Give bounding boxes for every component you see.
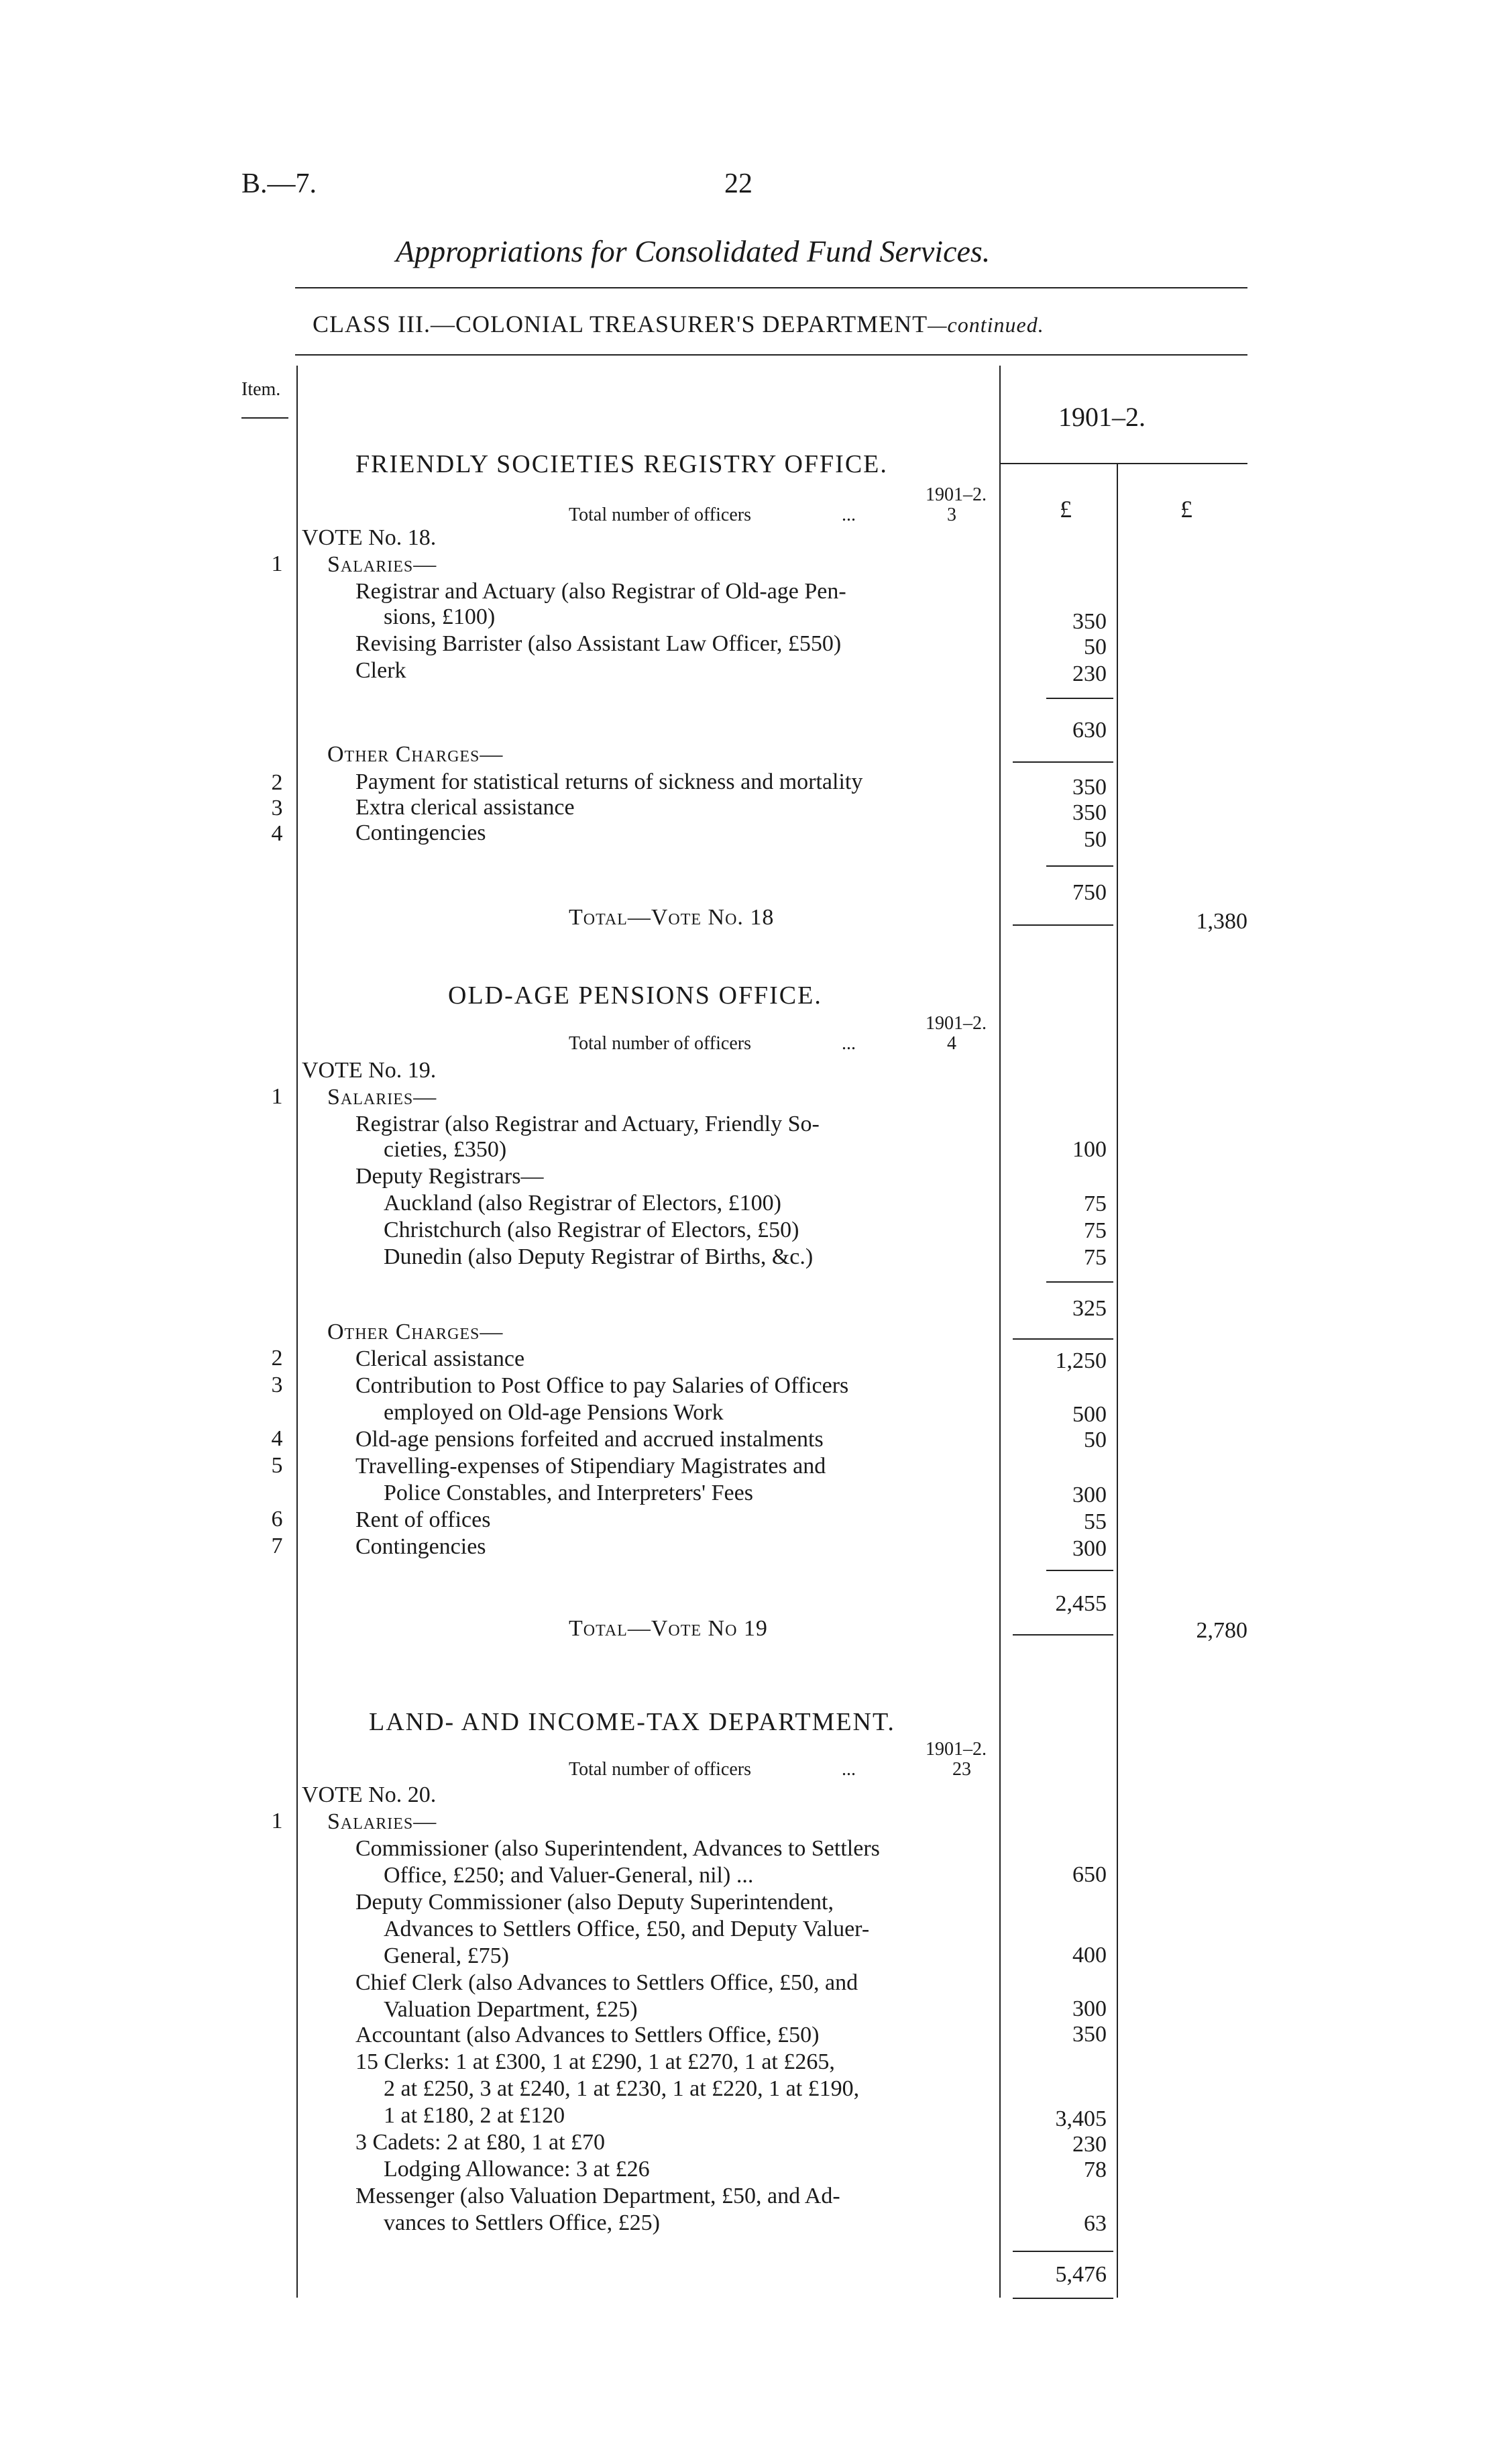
friendly-salary-line: Registrar and Actuary (also Registrar of Old-age Pen-	[355, 579, 846, 604]
oldage-other-line: Contribution to Post Office to pay Salaries of Officers	[355, 1373, 849, 1398]
landtax-salary-rule	[1013, 2251, 1113, 2252]
oldage-salary-line: Deputy Registrars—	[355, 1164, 544, 1189]
landtax-officers-count: 23	[952, 1759, 971, 1780]
landtax-officers-dots: ...	[842, 1759, 856, 1780]
landtax-salary-line: 3 Cadets: 2 at £80, 1 at £70	[355, 2130, 606, 2155]
landtax-bottom-rule	[1013, 2298, 1113, 2299]
friendly-other-heading: Other Charges—	[327, 742, 504, 767]
amount-column-rule-right	[1117, 463, 1118, 2298]
landtax-salary-amount: 78	[1084, 2157, 1107, 2182]
friendly-salary-rule	[1046, 698, 1113, 699]
oldage-item-1: 1	[271, 1084, 283, 1109]
oldage-other-item: 2	[271, 1346, 283, 1371]
landtax-salary-amount: 3,405	[1055, 2106, 1107, 2131]
title-rule	[295, 287, 1247, 288]
friendly-section-title: FRIENDLY SOCIETIES REGISTRY OFFICE.	[355, 450, 888, 478]
oldage-other-amount: 300	[1072, 1483, 1107, 1507]
friendly-officers-label: Total number of officers	[569, 504, 751, 525]
landtax-officers-year: 1901–2.	[926, 1739, 987, 1760]
oldage-other-item: 5	[271, 1453, 283, 1478]
oldage-salary-line: cieties, £350)	[384, 1137, 507, 1162]
landtax-salary-amount: 63	[1084, 2211, 1107, 2236]
oldage-other-amount: 55	[1084, 1509, 1107, 1534]
landtax-salary-line: 1 at £180, 2 at £120	[384, 2103, 565, 2128]
oldage-other-item: 3	[271, 1373, 283, 1397]
oldage-other-amount: 300	[1072, 1536, 1107, 1561]
friendly-officers-dots: ...	[842, 504, 856, 525]
friendly-other-rule-top	[1013, 761, 1113, 763]
oldage-other-amount: 1,250	[1055, 1348, 1107, 1373]
landtax-salaries-heading: Salaries—	[327, 1809, 437, 1834]
oldage-salary-amount: 75	[1084, 1218, 1107, 1243]
oldage-other-rule-top	[1013, 1338, 1113, 1340]
friendly-other-item: 2	[271, 770, 283, 795]
landtax-vote: VOTE No. 20.	[302, 1782, 437, 1807]
landtax-salary-line: Deputy Commissioner (also Deputy Superintendent,	[355, 1890, 834, 1915]
oldage-other-rule	[1046, 1570, 1113, 1571]
friendly-other-line: Payment for statistical returns of sickness and mortality	[355, 769, 863, 794]
friendly-salary-line: sions, £100)	[384, 604, 496, 629]
landtax-salary-line: Advances to Settlers Office, £50, and Deputy Valuer-	[384, 1917, 870, 1941]
landtax-salary-line: General, £75)	[384, 1943, 509, 1968]
landtax-salary-amount: 230	[1072, 2132, 1107, 2157]
oldage-vote: VOTE No. 19.	[302, 1058, 437, 1083]
oldage-other-item: 6	[271, 1507, 283, 1532]
friendly-total-label: Total—Vote No. 18	[569, 905, 775, 930]
oldage-other-line: employed on Old-age Pensions Work	[384, 1400, 724, 1425]
friendly-total-rule	[1013, 924, 1113, 926]
oldage-officers-dots: ...	[842, 1033, 856, 1054]
landtax-salary-line: 15 Clerks: 1 at £300, 1 at £290, 1 at £270, 1 at £265,	[355, 2049, 835, 2074]
oldage-officers-count: 4	[947, 1033, 956, 1054]
friendly-other-rule	[1046, 865, 1113, 867]
item-column-rule	[296, 366, 298, 2298]
oldage-other-line: Clerical assistance	[355, 1346, 525, 1371]
oldage-salaries-heading: Salaries—	[327, 1085, 437, 1110]
page-number: 22	[724, 168, 752, 199]
oldage-total-label: Total—Vote No 19	[569, 1616, 768, 1641]
friendly-salary-line: Clerk	[355, 658, 406, 683]
friendly-other-line: Extra clerical assistance	[355, 795, 575, 820]
oldage-other-subtotal: 2,455	[1055, 1591, 1107, 1616]
friendly-item-1: 1	[271, 551, 283, 576]
friendly-other-amount: 350	[1072, 800, 1107, 825]
landtax-salary-subtotal: 5,476	[1055, 2262, 1107, 2287]
oldage-other-item: 4	[271, 1426, 283, 1451]
oldage-officers-label: Total number of officers	[569, 1033, 751, 1054]
amount-column-rule-left	[999, 366, 1001, 2298]
friendly-other-item: 4	[271, 821, 283, 846]
item-header-rule	[241, 417, 288, 419]
year-header-rule	[999, 463, 1247, 464]
landtax-salary-line: Chief Clerk (also Advances to Settlers Office, £50, and	[355, 1970, 858, 1995]
oldage-salary-line: Dunedin (also Deputy Registrar of Births, &c.)	[384, 1244, 814, 1269]
friendly-other-subtotal: 750	[1072, 880, 1107, 905]
oldage-other-heading: Other Charges—	[327, 1320, 504, 1344]
page-ref: B.—7.	[241, 168, 317, 199]
friendly-other-amount: 350	[1072, 775, 1107, 800]
landtax-salary-line: vances to Settlers Office, £25)	[384, 2210, 660, 2235]
oldage-other-line: Travelling-expenses of Stipendiary Magistrates and	[355, 1454, 826, 1479]
oldage-salary-line: Christchurch (also Registrar of Electors, £50)	[384, 1218, 799, 1242]
oldage-other-amount: 50	[1084, 1428, 1107, 1452]
oldage-salary-rule	[1046, 1281, 1113, 1283]
oldage-section-title: OLD-AGE PENSIONS OFFICE.	[448, 981, 822, 1010]
friendly-salary-subtotal: 630	[1072, 718, 1107, 743]
oldage-other-line: Rent of offices	[355, 1507, 491, 1532]
landtax-salary-line: Office, £250; and Valuer-General, nil) ...	[384, 1863, 754, 1888]
friendly-salaries-heading: Salaries—	[327, 552, 437, 577]
landtax-officers-label: Total number of officers	[569, 1759, 751, 1780]
oldage-salary-amount: 100	[1072, 1137, 1107, 1162]
friendly-vote-total: 1,380	[1196, 909, 1247, 934]
oldage-salary-amount: 75	[1084, 1191, 1107, 1216]
landtax-salary-line: Messenger (also Valuation Department, £50, and Ad-	[355, 2184, 840, 2208]
friendly-salary-amount: 350	[1072, 609, 1107, 634]
oldage-salary-line: Registrar (also Registrar and Actuary, Friendly So-	[355, 1112, 820, 1136]
oldage-other-line: Police Constables, and Interpreters' Fees	[384, 1481, 753, 1505]
oldage-other-line: Contingencies	[355, 1534, 486, 1559]
item-column-header: Item.	[241, 379, 281, 400]
landtax-section-title: LAND- AND INCOME-TAX DEPARTMENT.	[369, 1708, 895, 1736]
landtax-salary-line: Valuation Department, £25)	[384, 1997, 638, 2022]
friendly-salary-line: Revising Barrister (also Assistant Law Officer, £550)	[355, 631, 842, 656]
friendly-other-item: 3	[271, 796, 283, 820]
pound-column-1: £	[1060, 496, 1072, 523]
class-heading: CLASS III.—COLONIAL TREASURER'S DEPARTMENT—continued.	[313, 311, 1044, 337]
friendly-vote: VOTE No. 18.	[302, 525, 437, 550]
landtax-salary-line: Accountant (also Advances to Settlers Office, £50)	[355, 2023, 820, 2047]
oldage-other-line: Old-age pensions forfeited and accrued instalments	[355, 1427, 824, 1452]
friendly-salary-amount: 230	[1072, 661, 1107, 686]
class-rule	[295, 354, 1247, 356]
oldage-officers-year: 1901–2.	[926, 1013, 987, 1034]
landtax-item-1: 1	[271, 1809, 283, 1833]
oldage-other-amount: 500	[1072, 1402, 1107, 1427]
oldage-salary-amount: 75	[1084, 1245, 1107, 1270]
oldage-other-item: 7	[271, 1534, 283, 1558]
friendly-officers-count: 3	[947, 504, 956, 525]
friendly-other-amount: 50	[1084, 827, 1107, 852]
landtax-salary-line: 2 at £250, 3 at £240, 1 at £230, 1 at £220, 1 at £190,	[384, 2076, 860, 2101]
oldage-salary-line: Auckland (also Registrar of Electors, £100)	[384, 1191, 781, 1216]
landtax-salary-amount: 350	[1072, 2022, 1107, 2047]
friendly-other-line: Contingencies	[355, 820, 486, 845]
oldage-vote-total: 2,780	[1196, 1618, 1247, 1643]
landtax-salary-amount: 300	[1072, 1996, 1107, 2021]
landtax-salary-line: Commissioner (also Superintendent, Advances to Settlers	[355, 1836, 880, 1861]
landtax-salary-amount: 400	[1072, 1943, 1107, 1968]
friendly-officers-year: 1901–2.	[926, 484, 987, 505]
landtax-salary-line: Lodging Allowance: 3 at £26	[384, 2157, 650, 2182]
friendly-salary-amount: 50	[1084, 635, 1107, 659]
pound-column-2: £	[1180, 496, 1192, 523]
oldage-salary-subtotal: 325	[1072, 1296, 1107, 1321]
landtax-salary-amount: 650	[1072, 1862, 1107, 1887]
page-title: Appropriations for Consolidated Fund Services.	[396, 234, 991, 268]
year-column-header: 1901–2.	[1058, 402, 1146, 432]
oldage-total-rule	[1013, 1634, 1113, 1636]
